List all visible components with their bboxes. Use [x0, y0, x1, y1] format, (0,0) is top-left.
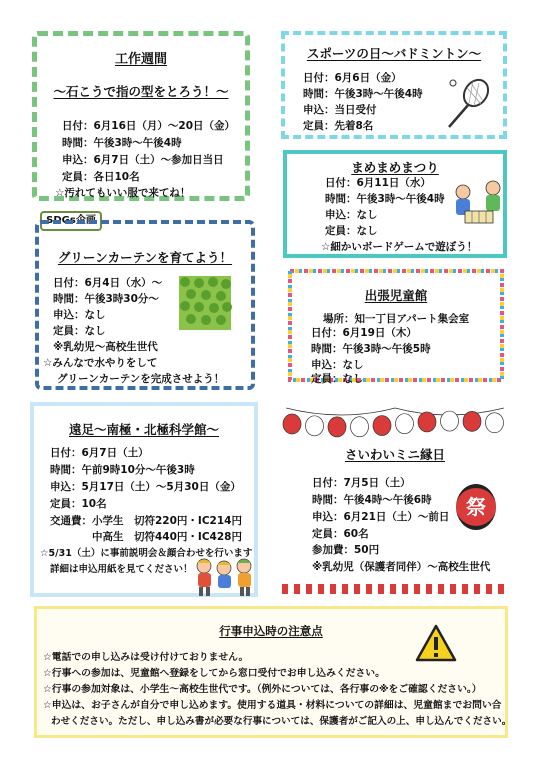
event-time: 時間：午後3時～午後4時: [325, 193, 445, 205]
event-note: ☆みんなで水やりをして: [43, 357, 158, 369]
festival-lantern-label: 祭: [466, 495, 486, 519]
event-date: 日付：6月11日（水）: [325, 177, 431, 189]
stripe-mark: [414, 584, 420, 594]
notice-line: わせください。ただし、申し込み書が必要な行事については、保護者がご記入の上、申し込んでください。: [51, 716, 512, 727]
stripe-mark: [390, 584, 396, 594]
event-note-2: 詳細は申込用紙を見てください！: [50, 564, 193, 575]
event-apply: 申込：なし: [53, 309, 106, 321]
event-note: ☆細かいボードゲームで遊ぼう！: [321, 241, 478, 253]
event-capacity: 定員：各日10名: [62, 171, 140, 183]
lanterns-decoration: [282, 400, 508, 440]
event-apply: 申込：当日受付: [303, 104, 377, 116]
event-title: 工作週間: [114, 52, 167, 67]
event-outreach: [287, 268, 505, 383]
event-mini-fair: [282, 400, 508, 596]
stripe-mark: [378, 584, 384, 594]
event-excursion: [30, 402, 258, 597]
event-subtitle: ～石こうで指の型をとろう！～: [53, 84, 229, 99]
event-apply: 申込：なし: [325, 209, 378, 221]
stripe-mark: [282, 584, 288, 594]
stripe-mark: [294, 584, 300, 594]
notice-line: ☆行事への参加は、児童館へ登録をしてから窓口受付でお申し込みください。: [43, 668, 385, 679]
event-date: 日付：6月19日（木）: [311, 327, 417, 339]
event-apply: 申込：5月17日（土）～5月30日（金）: [50, 481, 241, 493]
event-target: ※乳幼児～高校生世代: [53, 341, 158, 353]
stripe-mark: [402, 584, 408, 594]
event-place: 場所：知一丁目アパート集会室: [323, 313, 470, 325]
festival-stripe: [282, 584, 508, 594]
notice-box: [34, 606, 512, 738]
stripe-mark: [486, 584, 492, 594]
event-date: 日付：6月7日（土）: [50, 447, 149, 459]
stripe-mark: [342, 584, 348, 594]
event-date: 日付：6月6日（金）: [303, 72, 402, 84]
event-fee: 参加費：50円: [312, 544, 380, 556]
event-time: 時間：午前9時10分～午後3時: [50, 464, 195, 476]
stripe-mark: [438, 584, 444, 594]
event-time: 時間：午後3時30分～: [53, 293, 159, 305]
event-apply: 申込：6月21日（土）～前日: [312, 511, 450, 523]
event-apply: 申込：6月7日（土）～参加日当日: [62, 154, 224, 166]
event-time: 時間：午後3時～午後4時: [62, 137, 182, 149]
lantern-icon: [351, 417, 369, 437]
event-date: 日付：6月4日（水）～: [53, 277, 163, 289]
stripe-mark: [366, 584, 372, 594]
notice-title: 行事申込時の注意点: [219, 624, 323, 638]
event-note-2: グリーンカーテンを完成させよう！: [57, 373, 225, 385]
event-note: ☆5/31（土）に事前説明会＆顔合わせを行います: [40, 548, 253, 559]
notice-line: ☆電話での申し込みは受け付けておりません。: [43, 652, 249, 663]
green-curtain-icon: [177, 274, 233, 332]
stripe-mark: [330, 584, 336, 594]
stripe-mark: [462, 584, 468, 594]
event-date: 日付：6月16日（月）～20日（金）: [62, 120, 236, 132]
lantern-icon: [418, 412, 436, 432]
event-capacity: 定員：60名: [312, 528, 369, 540]
stripe-mark: [426, 584, 432, 594]
event-time: 時間：午後3時～午後5時: [311, 343, 431, 355]
event-title: まめまめまつり: [351, 160, 439, 175]
event-title: さいわいミニ縁日: [344, 447, 445, 462]
event-capacity: 定員：なし: [53, 325, 106, 337]
event-title: 出張児童館: [364, 288, 428, 303]
lantern-icon: [396, 414, 414, 434]
stripe-mark: [306, 584, 312, 594]
festival-lantern-icon: [456, 484, 496, 530]
notice-line: ☆行事の参加対象は、小学生～高校生世代です。（例外については、各行事の※をご確認ください。）: [43, 684, 482, 695]
lantern-icon: [486, 413, 504, 433]
event-sports-day: [281, 31, 507, 139]
event-capacity: 定員：先着8名: [303, 120, 374, 132]
event-green-curtain: [35, 220, 255, 390]
event-capacity: 定員：なし: [325, 225, 378, 237]
lantern-icon: [283, 414, 301, 434]
event-fare-secondary: 中高生 切符440円・IC428円: [92, 531, 242, 543]
event-fare-elementary: 交通費：小学生 切符220円・IC214円: [50, 515, 242, 527]
event-capacity: 定員：なし: [311, 373, 364, 385]
sdgs-tag: SDGs企画: [40, 211, 102, 231]
event-date: 日付：7月5日（土）: [312, 477, 411, 489]
stripe-mark: [318, 584, 324, 594]
notice-line: ☆申込は、お子さんが自分で申し込めます。使用する道具・材料についての詳細は、児童館までお問い合: [43, 700, 502, 711]
hiking-kids-icon: [190, 556, 258, 598]
badminton-racket-icon: [443, 75, 493, 135]
warning-icon: [414, 623, 458, 663]
event-title: グリーンカーテンを育てよう！: [57, 250, 233, 265]
lantern-icon: [373, 416, 391, 436]
event-target: ※乳幼児（保護者同伴）～高校生世代: [312, 561, 491, 573]
stripe-mark: [474, 584, 480, 594]
event-time: 時間：午後4時～午後6時: [312, 494, 432, 506]
event-note: ☆汚れてもいい服で来てね！: [55, 187, 191, 199]
board-game-kids-icon: [451, 178, 503, 228]
event-capacity: 定員：10名: [50, 498, 107, 510]
lantern-icon: [306, 416, 324, 436]
event-apply: 申込：なし: [311, 359, 364, 371]
event-title: 遠足～南極・北極科学館～: [68, 422, 219, 437]
event-time: 時間：午後3時～午後4時: [303, 88, 423, 100]
lantern-icon: [328, 417, 346, 437]
event-crafts-week: [32, 31, 250, 201]
event-mame-festival: [283, 150, 507, 258]
event-title: スポーツの日～バドミントン～: [306, 46, 482, 61]
lantern-icon: [441, 411, 459, 431]
stripe-mark: [498, 584, 504, 594]
stripe-mark: [450, 584, 456, 594]
lantern-icon: [463, 411, 481, 431]
stripe-mark: [354, 584, 360, 594]
